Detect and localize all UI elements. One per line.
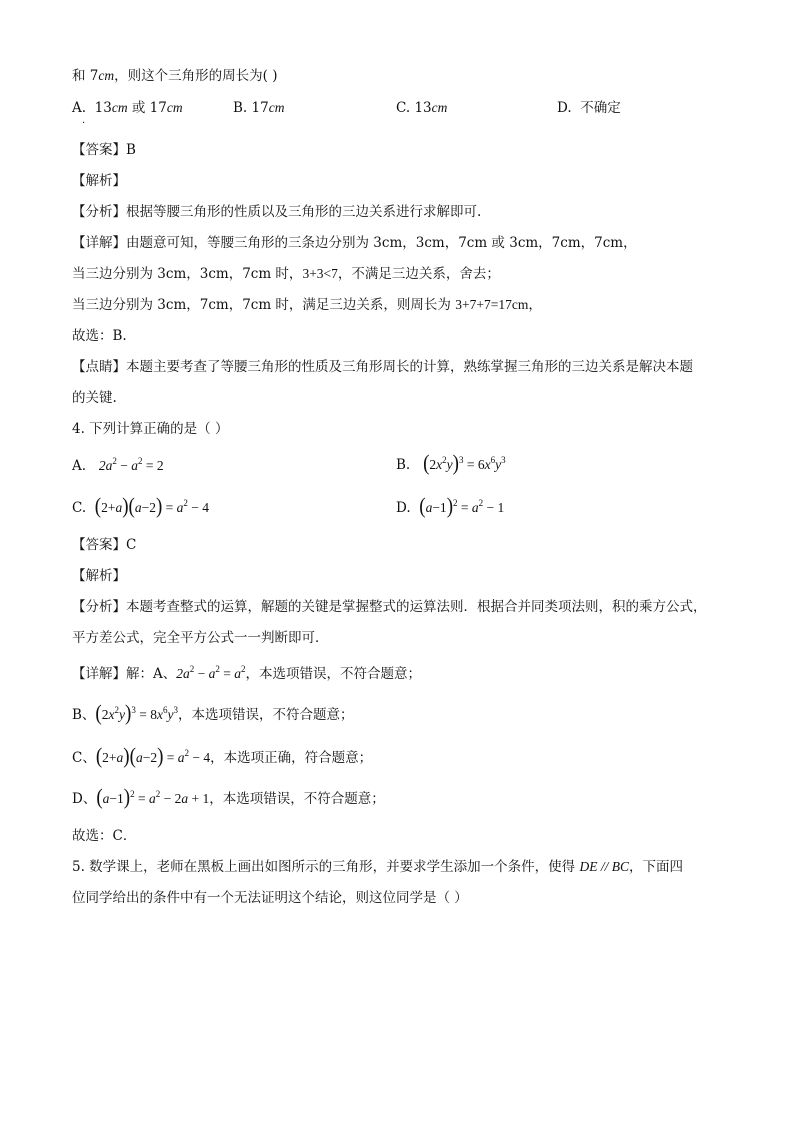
q5-stem-2: 位同学给出的条件中有一个无法证明这个结论，则这位同学是（ ） (72, 890, 468, 906)
q3-xiangjie-3: 当三边分别为 3cm，7cm，7cm 时，满足三边关系，则周长为 3+7+7=17cm， (72, 297, 542, 313)
q4-xiangjie-c: C、$(2+a)(a-2) = a^2 - 4$，本选项正确，符合题意； (72, 744, 373, 769)
q4-guxuan: 故选：C． (72, 828, 137, 844)
q3-xiangjie-1: 【详解】由题意可知，等腰三角形的三条边分别为 3cm，3cm，7cm 或 3cm，7cm，7cm， (72, 235, 637, 251)
q4-option-a[interactable]: A. $2a^2 - a^2 = 2$ (72, 456, 164, 474)
q4-fenxi-1: 【分析】本题考查整式的运算，解题的关键是掌握整式的运算法则．根据合并同类项法则，积的乘方公式， (72, 599, 707, 615)
q4-option-c[interactable]: C. $(2+a)(a-2) = a^2 - 4$ (72, 494, 210, 519)
q4-analysis-heading: 【解析】 (72, 568, 126, 584)
q4-option-b[interactable]: B. $(2x^2y)^3 = 6x^6y^3$ (396, 451, 506, 476)
q4-fenxi-2: 平方差公式，完全平方公式一一判断即可． (72, 630, 329, 646)
q3-option-c[interactable]: C. 13cm (396, 100, 448, 116)
q4-xiangjie-b: B、$(2x^2y)^3 = 8x^6y^3$，本选项错误，不符合题意； (72, 701, 354, 726)
stray-dot: · (82, 118, 86, 129)
q4-stem: 4. 下列计算正确的是（ ） (72, 421, 229, 437)
q3-option-a[interactable]: A. 13cm 或 17cm (72, 100, 183, 116)
q3-guxuan: 故选：B. (72, 328, 127, 344)
q4-xiangjie-d: D、$(a-1)^2 = a^2 - 2a + 1$，本选项错误，不符合题意； (72, 785, 385, 810)
q4-xiangjie-a: 【详解】解：A、$2a^2 - a^2 = a^2$，本选项错误，不符合题意； (72, 664, 421, 682)
q3-stem: 和 7cm，则这个三角形的周长为( ) (72, 68, 278, 84)
q5-stem-1: 5. 数学课上，老师在黑板上画出如图所示的三角形，并要求学生添加一个条件，使得 DE // BC，下面四 (72, 859, 683, 875)
q3-analysis-heading: 【解析】 (72, 173, 126, 189)
q3-fenxi: 【分析】根据等腰三角形的性质以及三角形的三边关系进行求解即可. (72, 204, 482, 220)
q3-xiangjie-2: 当三边分别为 3cm，3cm，7cm 时，3+3<7，不满足三边关系，舍去； (72, 266, 500, 282)
q4-answer: 【答案】C (72, 537, 137, 553)
q4-option-d[interactable]: D. $(a-1)^2 = a^2 - 1$ (396, 494, 505, 519)
q3-dianjing-2: 的关键. (72, 390, 117, 406)
q3-dianjing-1: 【点睛】本题主要考查了等腰三角形的性质及三角形周长的计算，熟练掌握三角形的三边关系是解决本题 (72, 359, 693, 375)
q3-option-d[interactable]: D. 不确定 (557, 100, 621, 116)
q3-option-b[interactable]: B. 17cm (233, 100, 285, 116)
q3-answer: 【答案】B (72, 142, 136, 158)
